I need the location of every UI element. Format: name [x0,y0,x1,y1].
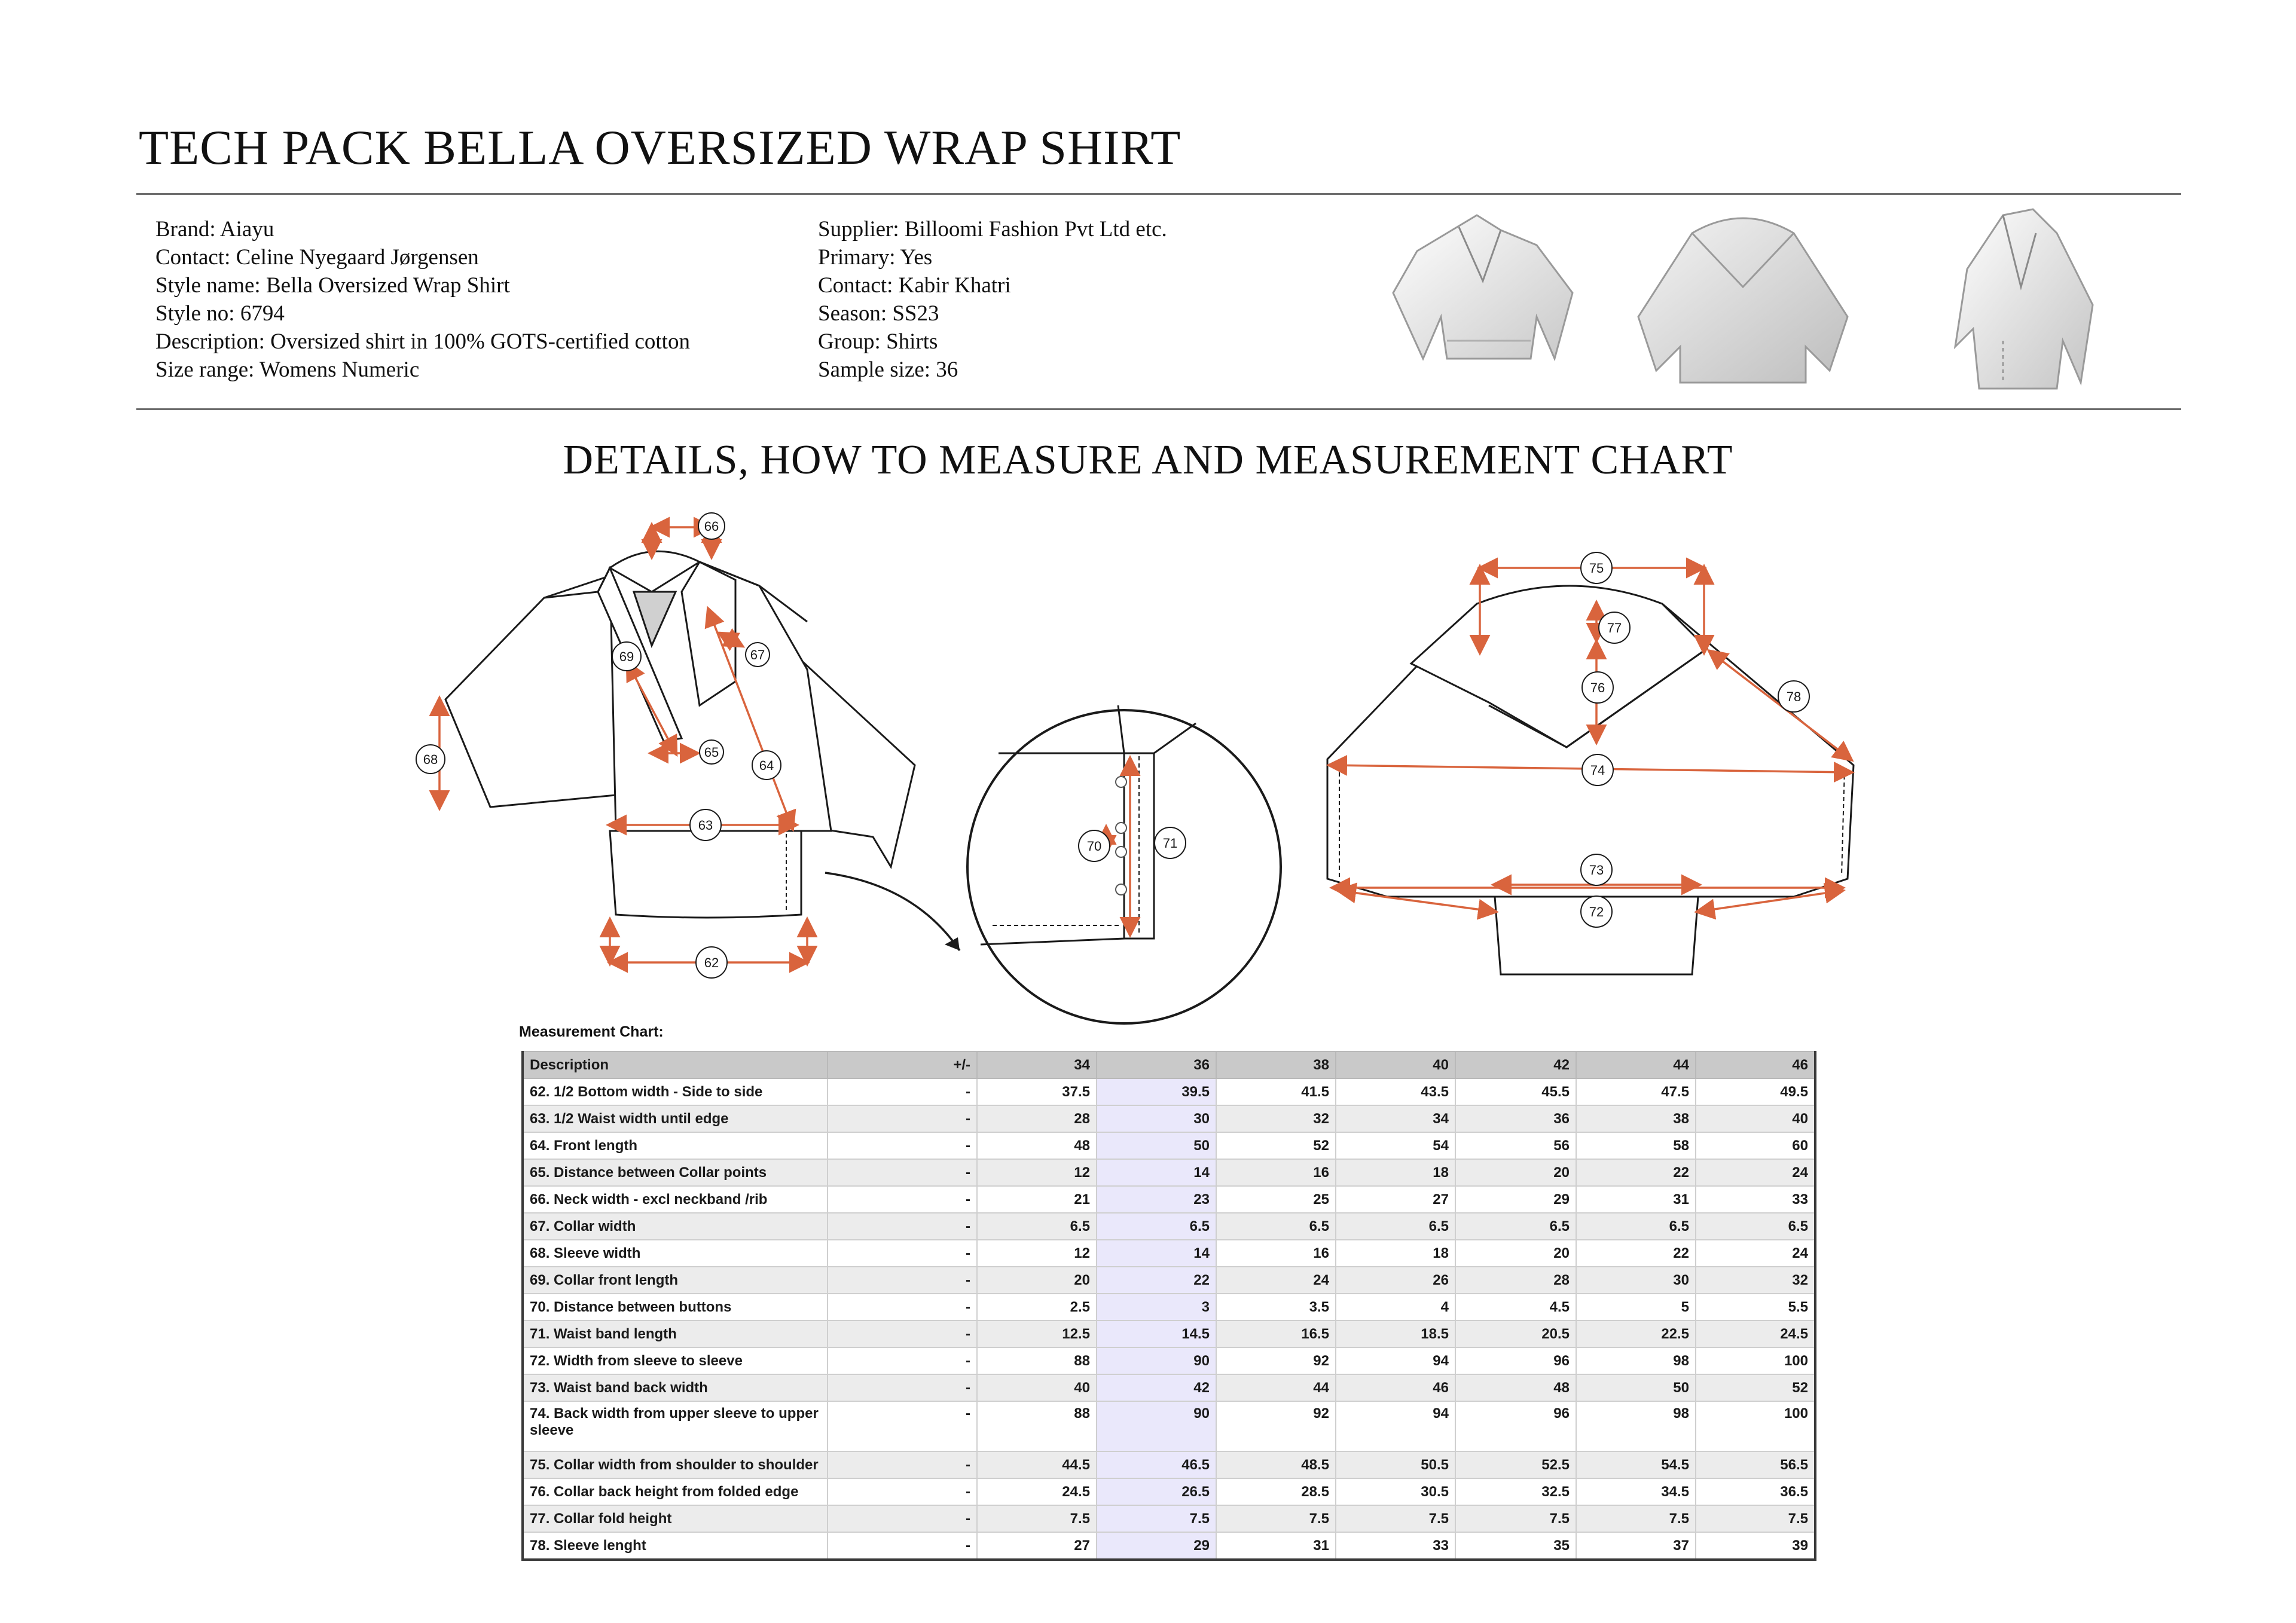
row-value-size-36: 23 [1097,1186,1216,1213]
row-value-size-46: 24 [1696,1240,1815,1267]
row-value-size-38: 32 [1216,1105,1336,1132]
row-value-size-38: 7.5 [1216,1505,1336,1532]
table-row [523,1294,1815,1321]
label-70 [1079,830,1110,861]
row-value-size-46: 36.5 [1696,1478,1815,1505]
row-description: 67. Collar width [523,1213,828,1240]
svg-text:73: 73 [1589,863,1604,878]
row-tolerance: - [828,1159,977,1186]
svg-text:74: 74 [1590,763,1605,778]
row-value-size-44: 47.5 [1576,1078,1696,1105]
row-value-size-44: 22 [1576,1159,1696,1186]
style-name-line: Style name: Bella Oversized Wrap Shirt [155,273,510,298]
row-value-size-36: 30 [1097,1105,1216,1132]
row-value-size-46: 7.5 [1696,1505,1815,1532]
style-no-line: Style no: 6794 [155,301,285,326]
row-value-size-40: 6.5 [1336,1213,1455,1240]
label-74 [1582,754,1613,785]
row-value-size-38: 6.5 [1216,1213,1336,1240]
page-title: TECH PACK BELLA OVERSIZED WRAP SHIRT [139,120,1181,175]
product-render-front [1357,203,1608,383]
row-value-size-34: 28 [977,1105,1097,1132]
row-value-size-34: 24.5 [977,1478,1097,1505]
row-value-size-38: 24 [1216,1267,1336,1294]
svg-text:72: 72 [1589,904,1604,919]
contact-line: Contact: Celine Nyegaard Jørgensen [155,245,479,270]
table-row [523,1186,1815,1213]
svg-text:68: 68 [423,752,438,767]
row-tolerance: - [828,1105,977,1132]
header-size-40: 40 [1336,1052,1455,1078]
row-value-size-34: 40 [977,1374,1097,1401]
row-tolerance: - [828,1240,977,1267]
header-size-42: 42 [1455,1052,1576,1078]
row-value-size-36: 14.5 [1097,1321,1216,1347]
row-value-size-34: 88 [977,1401,1097,1451]
svg-text:66: 66 [704,519,719,534]
svg-text:64: 64 [759,758,774,773]
table-row [523,1078,1815,1105]
row-tolerance: - [828,1132,977,1159]
label-71 [1155,827,1186,858]
label-62 [696,947,727,978]
svg-text:62: 62 [704,955,719,970]
row-value-size-44: 6.5 [1576,1213,1696,1240]
row-value-size-46: 52 [1696,1374,1815,1401]
row-value-size-40: 43.5 [1336,1078,1455,1105]
row-value-size-38: 41.5 [1216,1078,1336,1105]
row-value-size-42: 36 [1455,1105,1576,1132]
header-tolerance: +/- [828,1052,977,1078]
description-line: Description: Oversized shirt in 100% GOTS-certified cotton [155,329,690,354]
row-description: 65. Distance between Collar points [523,1159,828,1186]
row-value-size-40: 4 [1336,1294,1455,1321]
table-row [523,1240,1815,1267]
row-value-size-40: 27 [1336,1186,1455,1213]
row-value-size-40: 30.5 [1336,1478,1455,1505]
row-value-size-36: 46.5 [1097,1451,1216,1478]
row-value-size-42: 96 [1455,1347,1576,1374]
row-value-size-36: 26.5 [1097,1478,1216,1505]
row-value-size-38: 48.5 [1216,1451,1336,1478]
row-value-size-42: 28 [1455,1267,1576,1294]
table-row [523,1478,1815,1505]
row-description: 77. Collar fold height [523,1505,828,1532]
row-tolerance: - [828,1347,977,1374]
row-value-size-40: 26 [1336,1267,1455,1294]
waistband-detail-circle [957,699,1292,1034]
row-value-size-40: 18 [1336,1240,1455,1267]
row-value-size-36: 90 [1097,1401,1216,1451]
table-row [523,1505,1815,1532]
svg-text:76: 76 [1590,680,1605,695]
header-divider [136,193,2181,195]
label-77 [1599,612,1630,643]
svg-text:75: 75 [1589,561,1604,576]
row-value-size-42: 96 [1455,1401,1576,1451]
row-value-size-38: 25 [1216,1186,1336,1213]
row-description: 76. Collar back height from folded edge [523,1478,828,1505]
table-row [523,1213,1815,1240]
product-render-back [1614,197,1871,389]
row-value-size-46: 49.5 [1696,1078,1815,1105]
svg-text:78: 78 [1786,689,1802,704]
row-value-size-42: 20 [1455,1240,1576,1267]
row-value-size-40: 7.5 [1336,1505,1455,1532]
season-line: Season: SS23 [818,301,939,326]
row-value-size-42: 35 [1455,1532,1576,1560]
row-description: 69. Collar front length [523,1267,828,1294]
label-66 [698,513,725,539]
header-size-34: 34 [977,1052,1097,1078]
row-value-size-44: 98 [1576,1347,1696,1374]
front-waistband [610,831,801,918]
row-value-size-34: 12.5 [977,1321,1097,1347]
row-description: 78. Sleeve lenght [523,1532,828,1560]
row-value-size-36: 14 [1097,1240,1216,1267]
label-76 [1582,672,1613,703]
row-value-size-38: 44 [1216,1374,1336,1401]
label-67 [746,643,770,667]
primary-line: Primary: Yes [818,245,933,270]
row-value-size-44: 98 [1576,1401,1696,1451]
row-value-size-42: 20 [1455,1159,1576,1186]
header-size-36: 36 [1097,1052,1216,1078]
row-value-size-42: 4.5 [1455,1294,1576,1321]
label-78 [1778,681,1809,712]
label-68 [416,745,445,774]
row-value-size-44: 7.5 [1576,1505,1696,1532]
row-value-size-34: 7.5 [977,1505,1097,1532]
row-value-size-38: 3.5 [1216,1294,1336,1321]
row-value-size-38: 92 [1216,1401,1336,1451]
row-description: 72. Width from sleeve to sleeve [523,1347,828,1374]
header-description: Description [523,1052,828,1078]
row-value-size-42: 56 [1455,1132,1576,1159]
label-64 [752,751,781,780]
table-row [523,1374,1815,1401]
row-tolerance: - [828,1078,977,1105]
supplier-line: Supplier: Billoomi Fashion Pvt Ltd etc. [818,217,1167,242]
row-value-size-34: 20 [977,1267,1097,1294]
row-value-size-44: 22.5 [1576,1321,1696,1347]
row-value-size-34: 88 [977,1347,1097,1374]
row-value-size-36: 3 [1097,1294,1216,1321]
row-tolerance: - [828,1505,977,1532]
row-value-size-46: 24.5 [1696,1321,1815,1347]
row-tolerance: - [828,1186,977,1213]
row-value-size-40: 18 [1336,1159,1455,1186]
measurement-chart-caption: Measurement Chart: [519,1023,664,1040]
row-value-size-46: 24 [1696,1159,1815,1186]
row-value-size-34: 44.5 [977,1451,1097,1478]
row-value-size-42: 29 [1455,1186,1576,1213]
row-value-size-36: 39.5 [1097,1078,1216,1105]
row-description: 66. Neck width - excl neckband /rib [523,1186,828,1213]
detail-pointer-arrow [819,861,975,968]
section-title: DETAILS, HOW TO MEASURE AND MEASUREMENT CHART [563,437,1733,483]
row-value-size-34: 12 [977,1240,1097,1267]
row-value-size-46: 32 [1696,1267,1815,1294]
brand-line: Brand: Aiayu [155,217,274,242]
row-tolerance: - [828,1478,977,1505]
row-value-size-46: 6.5 [1696,1213,1815,1240]
row-description: 73. Waist band back width [523,1374,828,1401]
row-value-size-46: 60 [1696,1132,1815,1159]
row-description: 75. Collar width from shoulder to shoulder [523,1451,828,1478]
row-value-size-46: 33 [1696,1186,1815,1213]
product-render-side [1931,197,2111,401]
size-range-line: Size range: Womens Numeric [155,357,420,382]
svg-text:65: 65 [704,745,719,760]
table-row [523,1532,1815,1560]
table-row [523,1159,1815,1186]
row-value-size-42: 45.5 [1455,1078,1576,1105]
row-value-size-44: 58 [1576,1132,1696,1159]
svg-text:69: 69 [619,649,634,664]
row-value-size-40: 18.5 [1336,1321,1455,1347]
label-63 [690,809,721,840]
row-value-size-36: 90 [1097,1347,1216,1374]
back-flat-sketch [1315,544,1866,986]
row-value-size-36: 7.5 [1097,1505,1216,1532]
row-value-size-34: 12 [977,1159,1097,1186]
row-tolerance: - [828,1532,977,1560]
table-row [523,1347,1815,1374]
row-description: 74. Back width from upper sleeve to upper sleeve [523,1401,828,1451]
row-value-size-42: 48 [1455,1374,1576,1401]
table-row [523,1105,1815,1132]
row-value-size-38: 92 [1216,1347,1336,1374]
label-65 [700,740,723,764]
svg-text:70: 70 [1086,839,1102,854]
row-tolerance: - [828,1374,977,1401]
row-value-size-46: 5.5 [1696,1294,1815,1321]
row-value-size-38: 16 [1216,1240,1336,1267]
label-72 [1581,896,1612,927]
row-tolerance: - [828,1451,977,1478]
table-row [523,1132,1815,1159]
row-tolerance: - [828,1213,977,1240]
header-size-46: 46 [1696,1052,1815,1078]
row-tolerance: - [828,1321,977,1347]
row-value-size-44: 38 [1576,1105,1696,1132]
measurement-table [521,1051,1816,1561]
row-value-size-40: 94 [1336,1347,1455,1374]
row-value-size-38: 16.5 [1216,1321,1336,1347]
row-value-size-44: 30 [1576,1267,1696,1294]
table-row [523,1321,1815,1347]
row-description: 64. Front length [523,1132,828,1159]
row-value-size-36: 50 [1097,1132,1216,1159]
row-value-size-42: 6.5 [1455,1213,1576,1240]
row-value-size-44: 31 [1576,1186,1696,1213]
row-value-size-34: 48 [977,1132,1097,1159]
info-left [155,215,690,384]
row-value-size-34: 37.5 [977,1078,1097,1105]
svg-text:71: 71 [1162,836,1178,851]
row-value-size-46: 40 [1696,1105,1815,1132]
row-value-size-36: 42 [1097,1374,1216,1401]
row-value-size-46: 56.5 [1696,1451,1815,1478]
row-value-size-34: 6.5 [977,1213,1097,1240]
row-value-size-44: 22 [1576,1240,1696,1267]
row-value-size-40: 54 [1336,1132,1455,1159]
row-value-size-34: 2.5 [977,1294,1097,1321]
row-description: 62. 1/2 Bottom width - Side to side [523,1078,828,1105]
info-right [818,215,1167,384]
row-tolerance: - [828,1267,977,1294]
row-description: 68. Sleeve width [523,1240,828,1267]
row-value-size-42: 32.5 [1455,1478,1576,1505]
row-value-size-40: 46 [1336,1374,1455,1401]
row-value-size-40: 33 [1336,1532,1455,1560]
row-value-size-38: 16 [1216,1159,1336,1186]
table-row [523,1267,1815,1294]
row-value-size-40: 34 [1336,1105,1455,1132]
table-row [523,1451,1815,1478]
row-value-size-42: 52.5 [1455,1451,1576,1478]
row-value-size-44: 54.5 [1576,1451,1696,1478]
svg-text:77: 77 [1607,621,1622,635]
row-value-size-34: 27 [977,1532,1097,1560]
svg-text:63: 63 [698,818,713,833]
row-value-size-38: 28.5 [1216,1478,1336,1505]
row-tolerance: - [828,1401,977,1451]
row-value-size-40: 50.5 [1336,1451,1455,1478]
info-divider [136,408,2181,410]
header-size-44: 44 [1576,1052,1696,1078]
sample-size-line: Sample size: 36 [818,357,958,382]
svg-text:67: 67 [750,647,765,662]
row-value-size-46: 100 [1696,1347,1815,1374]
row-value-size-44: 50 [1576,1374,1696,1401]
label-75 [1581,552,1612,583]
header-size-38: 38 [1216,1052,1336,1078]
row-value-size-36: 6.5 [1097,1213,1216,1240]
row-description: 70. Distance between buttons [523,1294,828,1321]
row-value-size-46: 100 [1696,1401,1815,1451]
row-value-size-42: 7.5 [1455,1505,1576,1532]
label-69 [612,642,641,671]
row-tolerance: - [828,1294,977,1321]
row-value-size-38: 52 [1216,1132,1336,1159]
supplier-contact-line: Contact: Kabir Khatri [818,273,1011,298]
row-value-size-46: 39 [1696,1532,1815,1560]
row-value-size-36: 29 [1097,1532,1216,1560]
row-value-size-44: 37 [1576,1532,1696,1560]
row-value-size-44: 5 [1576,1294,1696,1321]
row-value-size-40: 94 [1336,1401,1455,1451]
table-header-row [523,1052,1815,1078]
table-row [523,1401,1815,1451]
row-value-size-44: 34.5 [1576,1478,1696,1505]
row-description: 71. Waist band length [523,1321,828,1347]
row-value-size-42: 20.5 [1455,1321,1576,1347]
row-value-size-36: 22 [1097,1267,1216,1294]
label-73 [1581,854,1612,885]
row-value-size-36: 14 [1097,1159,1216,1186]
row-description: 63. 1/2 Waist width until edge [523,1105,828,1132]
row-value-size-34: 21 [977,1186,1097,1213]
row-value-size-38: 31 [1216,1532,1336,1560]
group-line: Group: Shirts [818,329,938,354]
